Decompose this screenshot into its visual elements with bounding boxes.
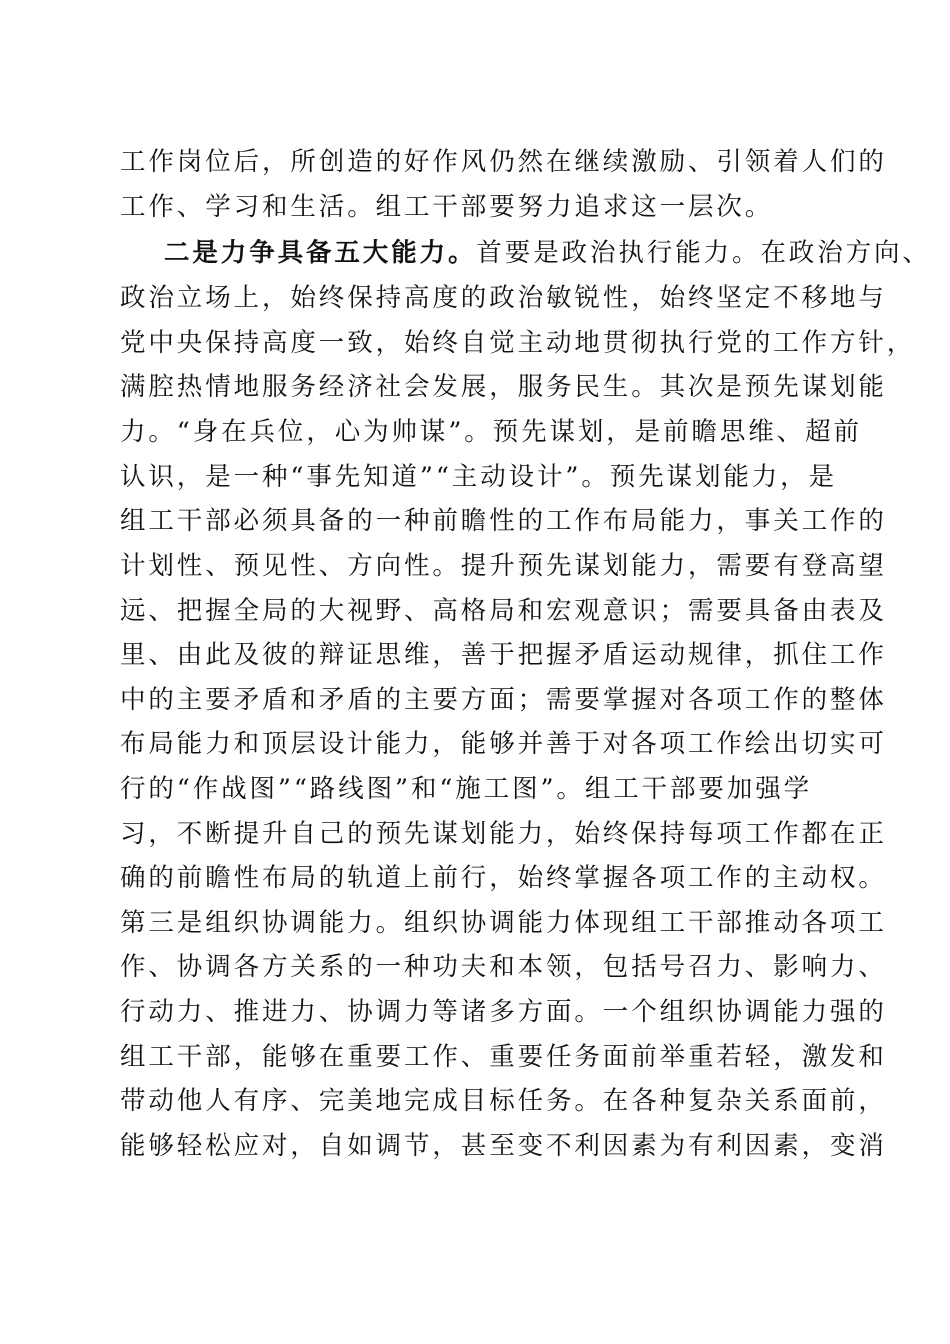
text-line-13: 中的主要矛盾和矛盾的主要方面；需要掌握对各项工作的整体 — [120, 685, 887, 715]
text-line-20: 行动力、推进力、协调力等诸多方面。一个组织协调能力强的 — [120, 997, 887, 1027]
text-line-19: 作、协调各方关系的一种功夫和本领，包括号召力、影响力、 — [120, 952, 887, 982]
text-line-22: 带动他人有序、完美地完成目标任务。在各种复杂关系面前， — [120, 1086, 887, 1116]
text-line-14: 布局能力和顶层设计能力，能够并善于对各项工作绘出切实可 — [120, 729, 887, 759]
text-line-5: 党中央保持高度一致，始终自觉主动地贯彻执行党的工作方针， — [120, 328, 916, 358]
text-line-6: 满腔热情地服务经济社会发展，服务民生。其次是预先谋划能 — [120, 372, 887, 402]
text-line-16: 习，不断提升自己的预先谋划能力，始终保持每项工作都在正 — [120, 819, 887, 849]
text-line-17: 确的前瞻性布局的轨道上前行，始终掌握各项工作的主动权。 — [120, 863, 887, 893]
text-line-4: 政治立场上，始终保持高度的政治敏锐性，始终坚定不移地与 — [120, 283, 887, 313]
text-line-10: 计划性、预见性、方向性。提升预先谋划能力，需要有登高望 — [120, 551, 887, 581]
text-line-15: 行的“作战图”“路线图”和“施工图”。组工干部要加强学 — [120, 774, 813, 804]
text-line-9: 组工干部必须具备的一种前瞻性的工作布局能力，事关工作的 — [120, 506, 887, 536]
text-line-21: 组工干部，能够在重要工作、重要任务面前举重若轻，激发和 — [120, 1042, 887, 1072]
text-line-18: 第三是组织协调能力。组织协调能力体现组工干部推动各项工 — [120, 908, 887, 938]
text-line-12: 里、由此及彼的辩证思维，善于把握矛盾运动规律，抓住工作 — [120, 640, 887, 670]
text-line-8: 认识，是一种“事先知道”“主动设计”。预先谋划能力，是 — [120, 462, 837, 492]
paragraph-heading: 二是力争具备五大能力。 — [164, 238, 477, 268]
text-line-1: 工作岗位后，所创造的好作风仍然在继续激励、引领着人们的 — [120, 147, 887, 177]
paragraph-start-line — [164, 231, 931, 275]
text-line-7: 力。“身在兵位，心为帅谋”。预先谋划，是前瞻思维、超前 — [120, 417, 862, 447]
text-line-23: 能够轻松应对，自如调节，甚至变不利因素为有利因素，变消 — [120, 1131, 887, 1161]
text-line-2: 工作、学习和生活。组工干部要努力追求这一层次。 — [120, 192, 774, 222]
text-line-11: 远、把握全局的大视野、高格局和宏观意识；需要具备由表及 — [120, 596, 887, 626]
text-line-3: 首要是政治执行能力。在政治方向、 — [476, 238, 931, 268]
